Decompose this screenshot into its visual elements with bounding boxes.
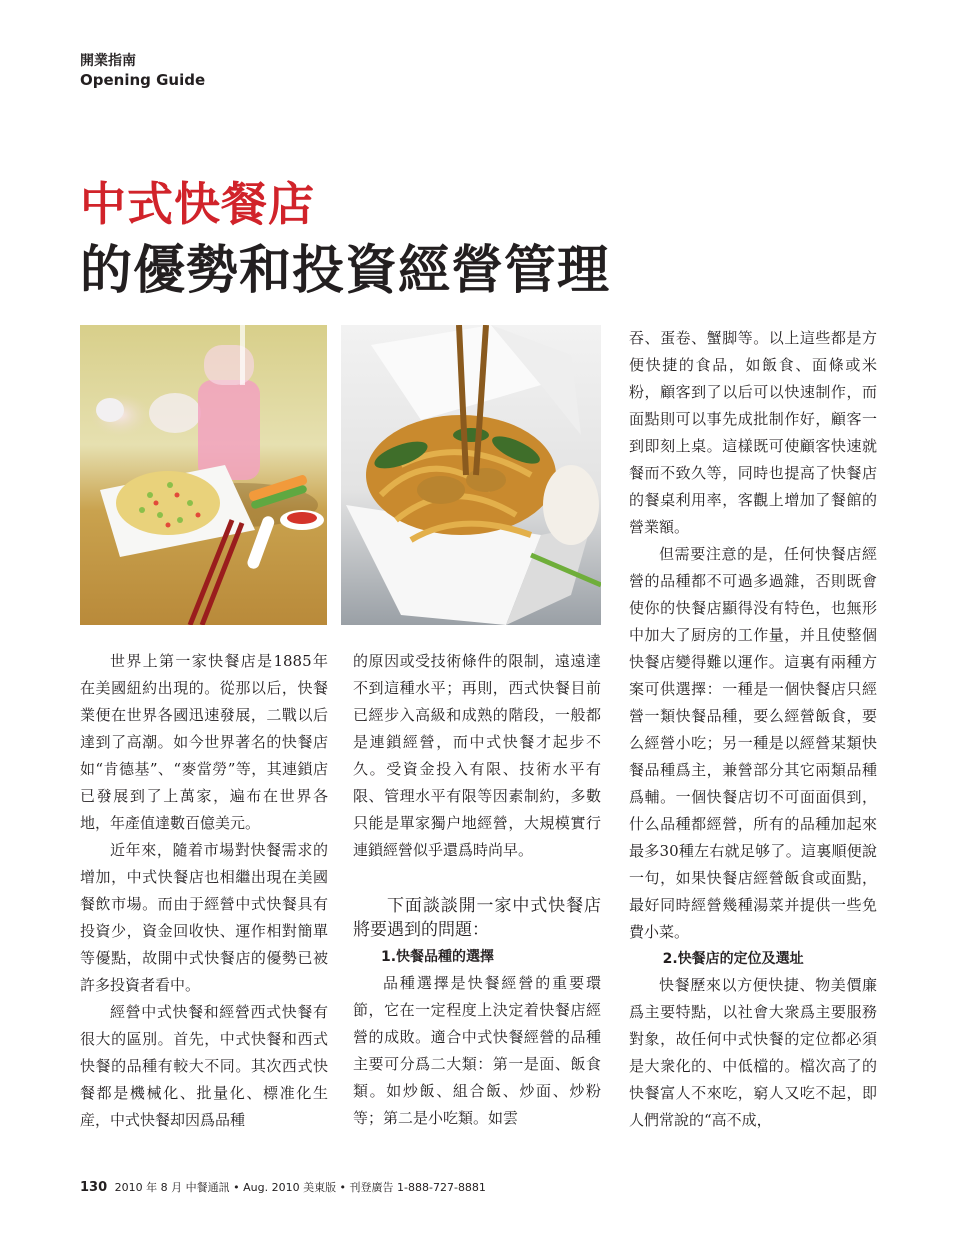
body-paragraph: 但需要注意的是，任何快餐店經營的品種都不可過多過雜，否則既會使你的快餐店顯得没有特色，也無形中加大了厨房的工作量，并且使整個快餐店變得難以運作。這裏有兩種方案可供選擇：一種是一個快餐店只經營一類快餐品種，要么經營飯食，要么經營小吃；另一種是以經營某類快餐品種爲主，兼營部分其它兩類品種爲輔。一個快餐店切不可面面俱到，什么品種都經營，所有的品種加起來最多30種左右就足够了。這裏順便說一句，如果快餐店經營飯食或面點，最好同時經營幾種湯菜并提供一些免費小菜。 xyxy=(629,545,877,941)
body-paragraph: 品種選擇是快餐經營的重要環節，它在一定程度上決定着快餐店經營的成敗。適合中式快餐經營的品種主要可分爲二大類：第一是面、飯食類。如炒飯、組合飯、炒面、炒粉等；第二是小吃類。如雲 xyxy=(353,974,601,1127)
page-number: 130 xyxy=(80,1180,108,1195)
article-title-line1: 中式快餐店 xyxy=(80,177,315,231)
footer-publication-info: 2010 年 8 月 中餐通訊 • Aug. 2010 美東版 • 刊登廣告 1-888-727-8881 xyxy=(114,1181,486,1194)
text-column-3 xyxy=(629,325,877,1134)
subsection-heading: 下面談談開一家中式快餐店將要遇到的問題： xyxy=(353,896,601,940)
text-column-2 xyxy=(353,648,601,1132)
noodle-box-illustration xyxy=(341,325,601,625)
page-footer xyxy=(80,1179,486,1195)
item-heading-2: 2.快餐店的定位及選址 xyxy=(662,951,804,967)
text-column-1 xyxy=(80,648,328,1134)
body-paragraph: 快餐歷來以方便快捷、物美價廉爲主要特點，以社會大衆爲主要服務對象，故任何中式快餐的定位都必須是大衆化的、中低檔的。檔次高了的快餐富人不來吃，窮人又吃不起，即人們常說的“高不成， xyxy=(629,976,877,1129)
body-paragraph: 的原因或受技術條件的限制，遠遠達不到這種水平；再則，西式快餐目前已經步入高級和成熟的階段，一般都是連鎖經營，而中式快餐才起步不久。受資金投入有限、技術水平有限、管理水平有限等因素制約，多數只能是單家獨户地經營，大規模實行連鎖經營似乎還爲時尚早。 xyxy=(353,652,601,859)
section-label-en: Opening Guide xyxy=(80,71,206,89)
fried-rice-photo xyxy=(80,325,327,625)
body-paragraph: 世界上第一家快餐店是1885年在美國紐約出現的。從那以后，快餐業便在世界各國迅速發展，二戰以后達到了高潮。如今世界著名的快餐店如“肯德基”、“麥當勞”等，其連鎖店已發展到了上萬家，遍布在世界各地，年產值達數百億美元。 xyxy=(80,652,328,832)
fried-rice-illustration xyxy=(80,325,327,625)
section-header xyxy=(80,52,205,90)
body-paragraph: 近年來，隨着市場對快餐需求的增加，中式快餐店也相繼出現在美國餐飲市場。而由于經營中式快餐具有投資少，資金回收快、運作相對簡單等優點，故開中式快餐店的優勢已被許多投資者看中。 xyxy=(80,841,328,994)
item-heading-1: 1.快餐品種的選擇 xyxy=(381,949,495,965)
section-label-cn: 開業指南 xyxy=(80,53,136,69)
article-title-line2: 的優勢和投資經營管理 xyxy=(80,240,611,301)
body-paragraph: 經營中式快餐和經營西式快餐有很大的區別。首先，中式快餐和西式快餐的品種有較大不同。其次西式快餐都是機械化、批量化、標准化生産，中式快餐却因爲品種 xyxy=(80,1003,328,1129)
body-paragraph: 吞、蛋卷、蟹脚等。以上這些都是方便快捷的食品，如飯食、面條或米粉，顧客到了以后可以快速制作，而面點則可以事先成批制作好，顧客一到即刻上桌。這樣既可使顧客快速就餐而不致久等，同時也提高了快餐店的餐桌利用率，客觀上增加了餐館的營業額。 xyxy=(629,329,877,536)
noodle-box-photo xyxy=(341,325,601,625)
